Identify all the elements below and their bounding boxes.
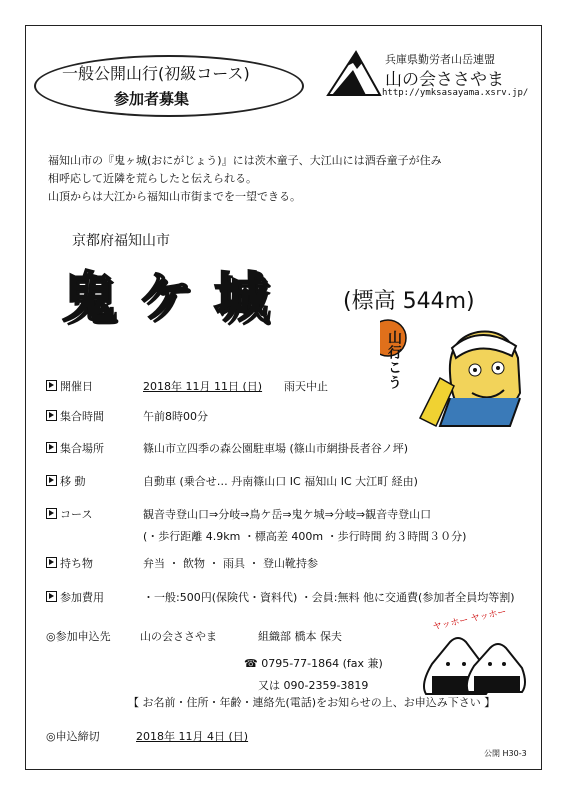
row-label-time: 集合時間 — [46, 408, 104, 424]
row-value-time: 午前8時00分 — [143, 410, 208, 423]
row-value-fee: ・一般:500円(保険代・資料代) ・会員:無料 他に交通費(参加者全員均等割) — [143, 591, 515, 604]
document-code: 公開 H30-3 — [484, 749, 527, 758]
org-url[interactable]: http://ymksasayama.xsrv.jp/ — [382, 88, 529, 98]
row-label-fee: 参加費用 — [46, 589, 104, 605]
row-value-place: 篠山市立四季の森公園駐車場 (篠山市網掛長者谷ノ坪) — [143, 442, 409, 455]
row-value-transport: 自動車 (乗合せ… 丹南篠山口 IC 福知山 IC 大江町 経由) — [143, 475, 418, 488]
yahho-text: ヤッホー ヤッホー — [432, 607, 508, 633]
recruit-heading: 参加者募集 — [114, 90, 190, 108]
row-note-rain: 雨天中止 — [284, 380, 328, 393]
intro-line-2: 相呼応して近隣を荒らしたと伝えられる。 — [48, 172, 257, 185]
org-name: 山の会ささやま — [385, 70, 504, 90]
row-label-items: 持ち物 — [46, 555, 93, 571]
mountain-logo-icon — [326, 48, 382, 98]
mascot-text: 山行こう — [386, 330, 402, 390]
row-label-transport: 移 動 — [46, 473, 86, 489]
mountain-name: 鬼ケ城 — [62, 266, 290, 329]
row-label-course: コース — [46, 506, 92, 522]
apply-note: 【 お名前・住所・年齢・連絡先(電話)をお知らせの上、お申込み下さい 】 — [128, 696, 496, 709]
apply-org: 山の会ささやま — [140, 630, 217, 643]
row-value-items: 弁当 ・ 飲物 ・ 雨具 ・ 登山靴持参 — [143, 557, 318, 570]
row-label-date: 開催日 — [46, 378, 93, 394]
apply-mobile: 又は 090-2359-3819 — [258, 679, 369, 692]
deadline-value: 2018年 11月 4日 (日) — [136, 730, 249, 743]
apply-tel: ☎ 0795-77-1864 (fax 兼) — [244, 657, 383, 670]
altitude: (標高 544m) — [343, 289, 475, 314]
org-label: 兵庫県勤労者山岳連盟 — [385, 53, 495, 66]
intro-line-1: 福知山市の『鬼ヶ城(おにがじょう)』には茨木童子、大江山には酒呑童子が住み — [48, 154, 442, 167]
deadline-label: ◎申込締切 — [46, 730, 100, 743]
prefecture: 京都府福知山市 — [72, 233, 170, 249]
row-label-place: 集合場所 — [46, 440, 104, 456]
apply-contact-person: 組織部 橋本 保夫 — [258, 630, 342, 643]
intro-line-3: 山頂からは大江から福知山市街までを一望できる。 — [48, 190, 301, 203]
onigiri-illustration-icon — [418, 624, 528, 698]
apply-label: ◎参加申込先 — [46, 630, 111, 643]
row-value-course-detail: (・歩行距離 4.9km ・標高差 400m ・歩行時間 約３時間３０分) — [143, 530, 467, 543]
row-value-date: 2018年 11月 11日 (日) — [143, 380, 263, 393]
event-title: 一般公開山行(初級コース) — [62, 64, 250, 83]
row-value-course: 観音寺登山口⇒分岐⇒鳥ケ岳⇒鬼ケ城⇒分岐⇒観音寺登山口 — [143, 508, 432, 521]
